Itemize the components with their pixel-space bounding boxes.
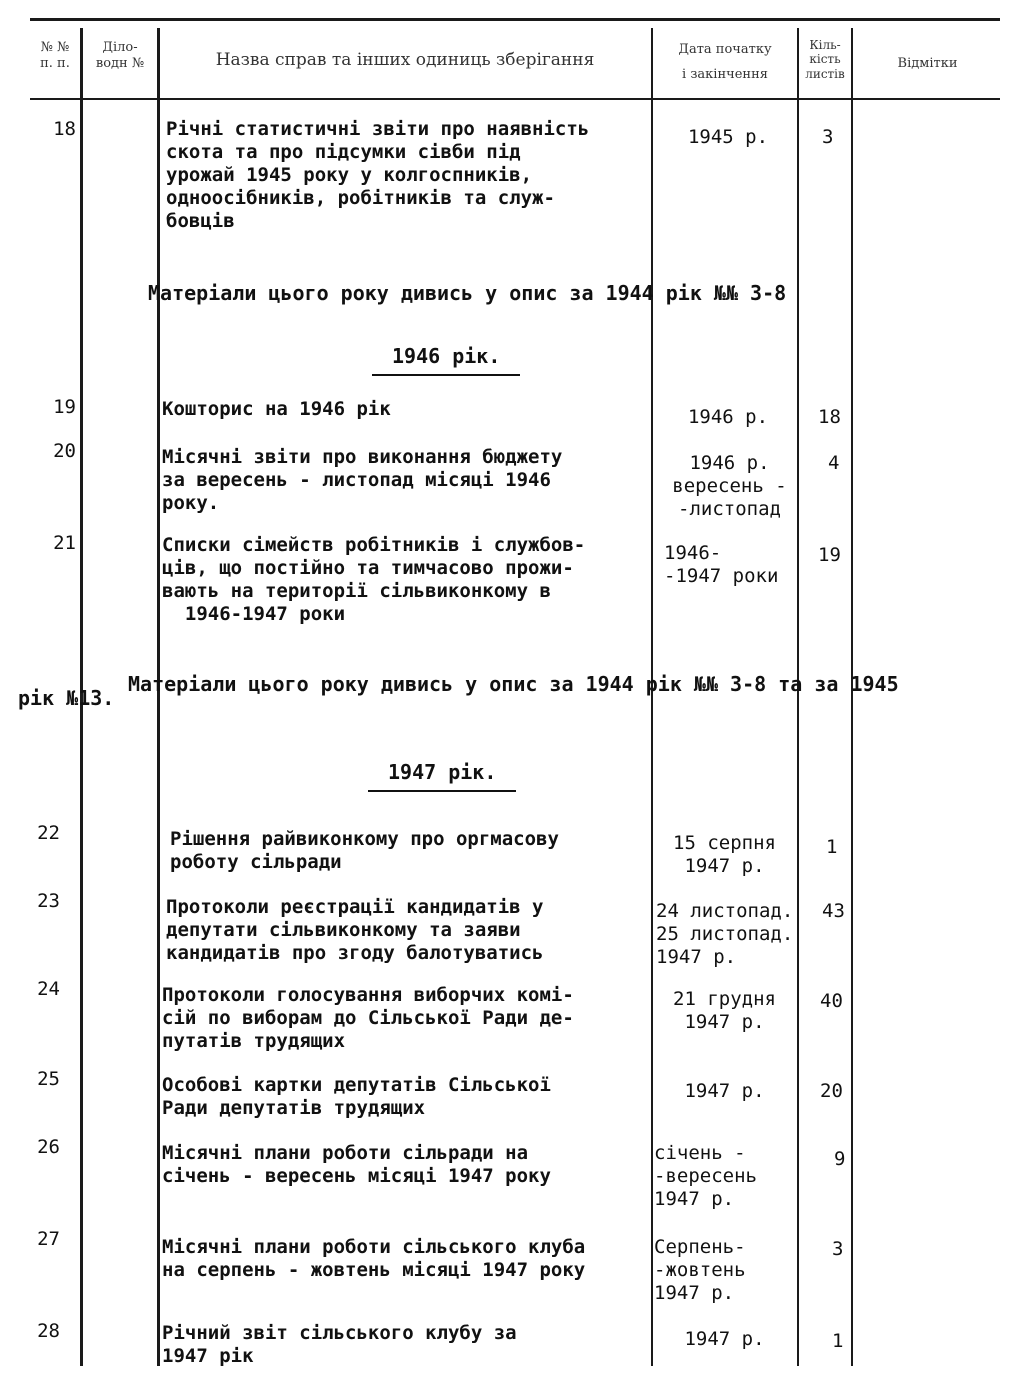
record-dates: 1946 р. вересень - -листопад xyxy=(672,452,787,520)
header-col-num: № № п. п. xyxy=(40,40,70,71)
year-heading-1946: 1946 рік. xyxy=(372,344,520,376)
record-dates: 1945 р. xyxy=(687,126,769,148)
record-dates: 15 серпня 1947 р. xyxy=(673,832,776,877)
record-title: Протоколи реєстрації кандидатів у депутати сільвиконкому та заяви кандидатів про згоду балотуватись xyxy=(166,896,544,964)
record-dates: січень - -вересень 1947 р. xyxy=(654,1142,757,1210)
header-bottom-rule xyxy=(30,98,1000,100)
header-col-sheets: Кіль- кість листів xyxy=(805,38,845,81)
record-num: 23 xyxy=(37,890,60,912)
record-sheets: 1 xyxy=(826,836,838,858)
record-num: 20 xyxy=(53,440,76,462)
col-rule-5 xyxy=(851,28,853,1366)
record-sheets: 19 xyxy=(818,544,841,566)
record-sheets: 18 xyxy=(818,406,841,428)
record-sheets: 20 xyxy=(820,1080,843,1102)
reference-note-1944: Матеріали цього року дивись у опис за 1944 рік №№ 3-8 xyxy=(148,281,787,305)
record-title: Кошторис на 1946 рік xyxy=(162,398,391,420)
record-num: 22 xyxy=(37,822,60,844)
record-title: Місячні плани роботи сільради на січень - вересень місяці 1947 року xyxy=(162,1142,551,1187)
record-sheets: 4 xyxy=(828,452,840,474)
col-rule-3 xyxy=(651,28,653,1366)
header-col-office: Діло- водн № xyxy=(95,40,145,71)
record-title: Протоколи голосування виборчих комі- сій по виборам до Сільської Ради де- путатів трудящих xyxy=(162,984,574,1052)
record-num: 18 xyxy=(53,118,76,140)
record-title: Списки сімейств робітників і службов- ців, що постійно та тимчасово прожи- вають на території сільвиконкому в 1946-1947 роки xyxy=(162,534,586,625)
record-sheets: 3 xyxy=(832,1238,844,1260)
record-sheets: 40 xyxy=(820,990,843,1012)
header-col-name: Назва справ та інших одиниць зберігання xyxy=(215,50,595,70)
record-num: 25 xyxy=(37,1068,60,1090)
record-dates: 24 листопад. 25 листопад. 1947 р. xyxy=(656,900,794,968)
record-title: Місячні звіти про виконання бюджету за вересень - листопад місяці 1946 року. xyxy=(162,446,563,514)
reference-note-1945-continued: рік №13. xyxy=(18,686,115,710)
record-num: 19 xyxy=(53,396,76,418)
record-sheets: 9 xyxy=(834,1148,846,1170)
header-col-dates: Дата початку і закінчення xyxy=(678,42,772,82)
record-dates: Серпень- -жовтень 1947 р. xyxy=(654,1236,746,1304)
record-sheets: 3 xyxy=(822,126,834,148)
record-num: 24 xyxy=(37,978,60,1000)
record-dates: 21 грудня 1947 р. xyxy=(673,988,776,1033)
record-num: 21 xyxy=(53,532,76,554)
header-col-notes: Відмітки xyxy=(897,56,958,71)
top-rule xyxy=(30,18,1000,21)
record-title: Місячні плани роботи сільського клуба на серпень - жовтень місяці 1947 року xyxy=(162,1236,586,1281)
record-num: 26 xyxy=(37,1136,60,1158)
reference-note-1945: Матеріали цього року дивись у опис за 1944 рік №№ 3-8 та за 1945 xyxy=(128,672,899,696)
col-rule-2 xyxy=(157,28,160,1366)
record-title: Рішення райвиконкому про оргмасову роботу сільради xyxy=(170,828,559,873)
record-dates: 1947 р. xyxy=(684,1080,765,1102)
record-sheets: 1 xyxy=(832,1330,844,1352)
year-heading-1947: 1947 рік. xyxy=(368,760,516,792)
record-sheets: 43 xyxy=(822,900,845,922)
record-num: 27 xyxy=(37,1228,60,1250)
record-title: Річні статистичні звіти про наявність скота та про підсумки сівби під урожай 1945 року у колгоспників, одноосібників, робітників та служ- бовців xyxy=(166,118,590,232)
record-dates: 1946 р. xyxy=(687,406,769,428)
record-title: Особові картки депутатів Сільської Ради депутатів трудящих xyxy=(162,1074,551,1119)
record-title: Річний звіт сільського клубу за 1947 рік xyxy=(162,1322,517,1367)
record-num: 28 xyxy=(37,1320,60,1342)
record-dates: 1947 р. xyxy=(684,1328,765,1350)
record-dates: 1946- -1947 роки xyxy=(664,542,779,587)
